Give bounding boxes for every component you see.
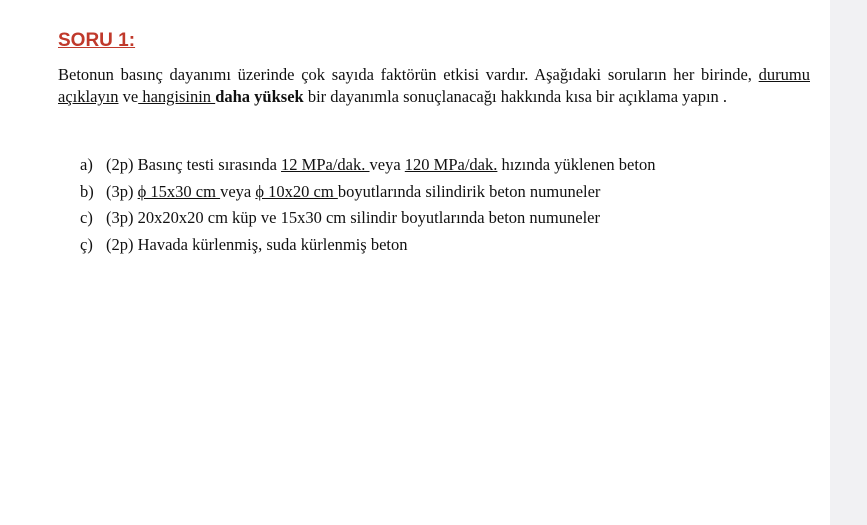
sub-question-list — [80, 152, 655, 258]
item-text: veya — [220, 181, 256, 201]
intro-text-1: Betonun basınç dayanımı üzerinde çok sayıda faktörün etkisi vardır. Aşağıdaki soruların her birinde, — [58, 65, 759, 84]
list-marker: c) — [80, 208, 93, 227]
list-item — [80, 152, 655, 179]
item-text: veya — [369, 155, 405, 174]
item-text: (3p) 20x20x20 cm küp ve 15x30 cm silindir boyutlarında beton numuneler — [106, 208, 600, 227]
item-underline: 12 MPa/dak. — [281, 155, 370, 174]
item-text: (3p) — [106, 181, 138, 201]
intro-underline-1: durumu açıklayın — [58, 65, 810, 106]
intro-bold: daha yüksek — [215, 87, 304, 106]
item-underline: ϕ 15x30 cm — [137, 181, 221, 201]
list-item — [80, 232, 655, 259]
intro-underline-2: hangisinin — [138, 87, 216, 106]
item-underline: 120 MPa/dak. — [404, 155, 498, 174]
item-text: boyutlarında silindirik beton numuneler — [337, 181, 601, 201]
item-text: (2p) Basınç testi sırasında — [106, 155, 282, 174]
list-item — [80, 205, 655, 232]
intro-text-2: ve — [118, 87, 139, 106]
viewer-side-panel — [830, 0, 867, 525]
question-title: SORU 1: — [58, 30, 136, 51]
list-marker: ç) — [80, 234, 93, 254]
item-underline: ϕ 10x20 cm — [255, 181, 338, 201]
intro-text-3: bir dayanımla sonuçlanacağı hakkında kısa bir açıklama yapın . — [303, 87, 728, 106]
question-intro — [58, 64, 810, 108]
item-text: (2p) Havada kürlenmiş, suda kürlenmiş beton — [106, 234, 408, 254]
list-marker: b) — [80, 181, 94, 201]
list-item — [80, 179, 655, 206]
item-text: hızında yüklenen beton — [497, 155, 656, 174]
list-marker: a) — [80, 155, 93, 174]
